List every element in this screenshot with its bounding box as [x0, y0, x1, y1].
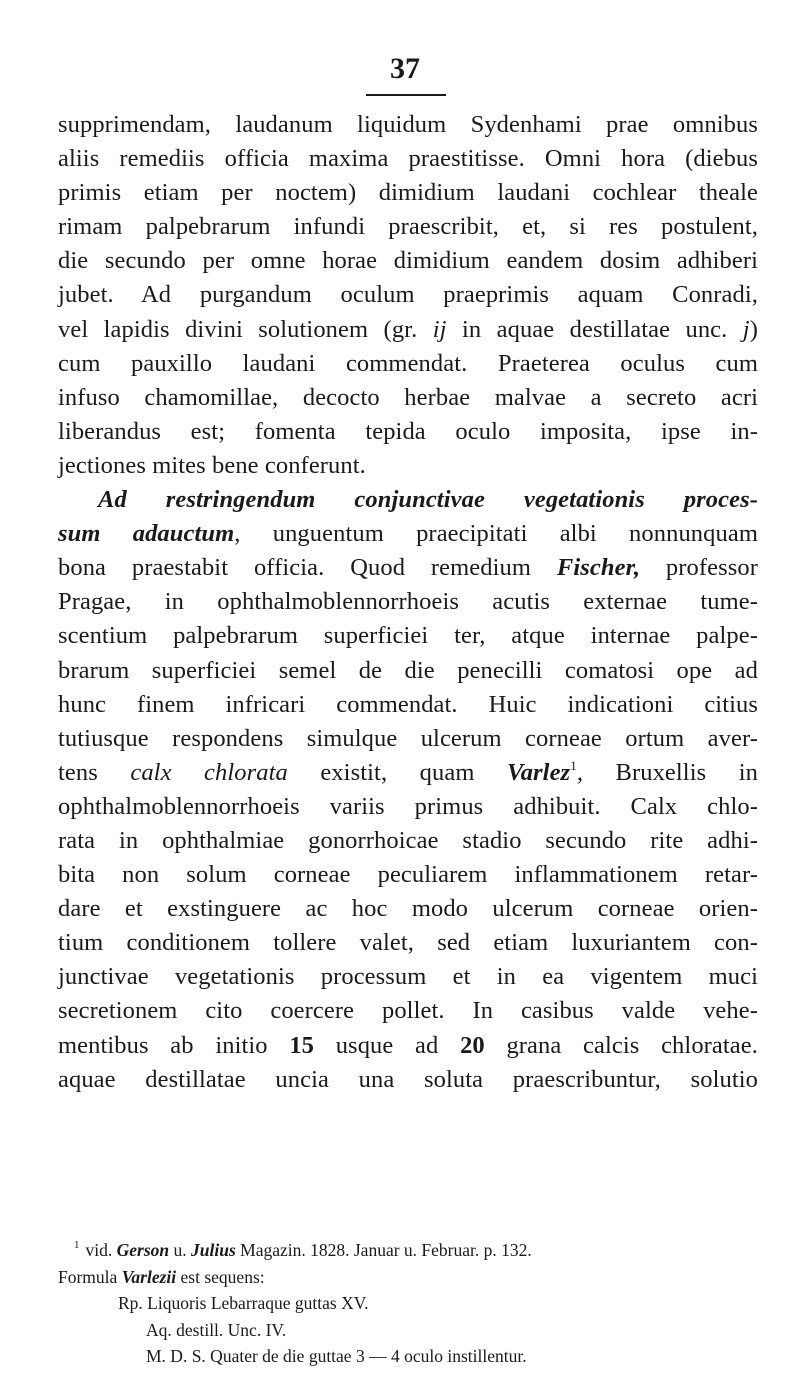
italic-text: calx chlorata — [130, 758, 288, 786]
text-line: hunc finem infricari commendat. Huic indicationi citius — [58, 690, 758, 718]
author-name: Gerson — [116, 1240, 170, 1260]
text-line: infuso chamomillae, decocto herbae malvae a secreto acri — [58, 383, 758, 411]
text-run: in aquae destillatae unc. — [446, 315, 743, 343]
footnote-line — [58, 1264, 758, 1291]
text-line: dare et exstinguere ac hoc modo ulcerum corneae orien- — [58, 895, 758, 923]
text-run: , unguentum praecipitati albi nonnunquam — [234, 520, 758, 548]
text-run: existit, quam — [287, 758, 507, 786]
text-run: vid. — [85, 1240, 117, 1260]
text-run: bona praestabit officia. Quod remedium — [58, 554, 557, 582]
text-line: tutiusque respondens simulque ulcerum corneae ortum aver- — [58, 724, 758, 752]
number-text: 15 — [289, 1031, 315, 1059]
text-line: rimam palpebrarum infundi praescribit, et, si res postulent, — [58, 213, 758, 241]
text-line: primis etiam per noctem) dimidium laudani cochlear theale — [58, 179, 758, 207]
author-name: Varlezii — [121, 1266, 177, 1287]
page-number-underline — [366, 94, 446, 96]
italic-text: j — [742, 315, 750, 343]
text-line: aquae destillatae uncia una soluta praescribuntur, solutio — [58, 1065, 758, 1093]
text-line: ophthalmoblennorrhoeis variis primus adhibuit. Calx chlo- — [58, 792, 758, 820]
section-heading-line: Ad restringendum conjunctivae vegetationis proces- — [98, 486, 758, 514]
text-run: vel lapidis divini solutionem (gr. — [58, 315, 433, 343]
text-line: brarum superficiei semel de die penecilli comatosi ope ad — [58, 656, 758, 684]
text-line: Pragae, in ophthalmoblennorrhoeis acutis externae tume- — [58, 588, 758, 616]
text-line — [58, 756, 758, 790]
text-line: tium conditionem tollere valet, sed etiam luxuriantem con- — [58, 929, 758, 957]
footnote-line: M. D. S. Quater de die guttae 3 — 4 oculo instillentur. — [146, 1346, 527, 1366]
text-line: die secundo per omne horae dimidium eandem dosim adhiberi — [58, 247, 758, 275]
text-line: secretionem cito coercere pollet. In casibus valde vehe- — [58, 997, 758, 1025]
text-line: junctivae vegetationis processum et in ea vigentem muci — [58, 963, 758, 991]
page-number: 37 — [390, 52, 420, 85]
text-run: Formula — [58, 1266, 122, 1287]
text-run: est sequens: — [176, 1266, 265, 1287]
text-run: mentibus ab initio — [58, 1031, 290, 1059]
text-line: aliis remediis officia maxima praestitisse. Omni hora (diebus — [58, 145, 758, 173]
text-run: grana calcis chloratae. — [484, 1031, 758, 1059]
number-text: 20 — [460, 1031, 485, 1059]
text-run: professor — [640, 554, 758, 582]
footnotes — [58, 1237, 758, 1370]
italic-text: sum adauctum — [58, 520, 235, 548]
footnote-reference: 1 — [570, 757, 577, 773]
text-run: , — [576, 758, 584, 786]
text-line — [58, 313, 758, 347]
italic-text: ij — [432, 315, 447, 343]
author-name: Fischer, — [556, 554, 641, 582]
footnote-mark: 1 — [74, 1239, 80, 1251]
text-line — [58, 1029, 758, 1063]
text-line: bita non solum corneae peculiarem inflammationem retar- — [58, 861, 758, 889]
text-line: scentium palpebrarum superficiei ter, atque internae palpe- — [58, 622, 758, 650]
text-run: tens — [58, 758, 131, 786]
footnote-line — [58, 1237, 758, 1264]
text-run: ) — [749, 315, 758, 343]
text-line: liberandus est; fomenta tepida oculo imposita, ipse in- — [58, 417, 758, 445]
text-line — [58, 517, 758, 551]
text-run: Bruxellis in — [583, 758, 758, 786]
author-name: Varlez — [506, 758, 571, 786]
body-text — [58, 108, 758, 1097]
author-name: Julius — [191, 1240, 236, 1260]
text-line: jectiones mites bene conferunt. — [58, 451, 366, 479]
text-line — [58, 551, 758, 585]
footnote-line: Rp. Liquoris Lebarraque guttas XV. — [118, 1293, 369, 1313]
text-run: Magazin. 1828. Januar u. Februar. p. 132. — [235, 1240, 532, 1260]
text-line: rata in ophthalmiae gonorrhoicae stadio secundo rite adhi- — [58, 826, 758, 854]
text-run: u. — [169, 1240, 192, 1260]
text-line: supprimendam, laudanum liquidum Sydenhami prae omnibus — [58, 111, 758, 138]
footnote-line: Aq. destill. Unc. IV. — [146, 1319, 287, 1340]
text-line: cum pauxillo laudani commendat. Praeterea oculus cum — [58, 349, 758, 377]
text-line: jubet. Ad purgandum oculum praeprimis aquam Conradi, — [58, 281, 758, 309]
text-run: usque ad — [314, 1031, 461, 1059]
